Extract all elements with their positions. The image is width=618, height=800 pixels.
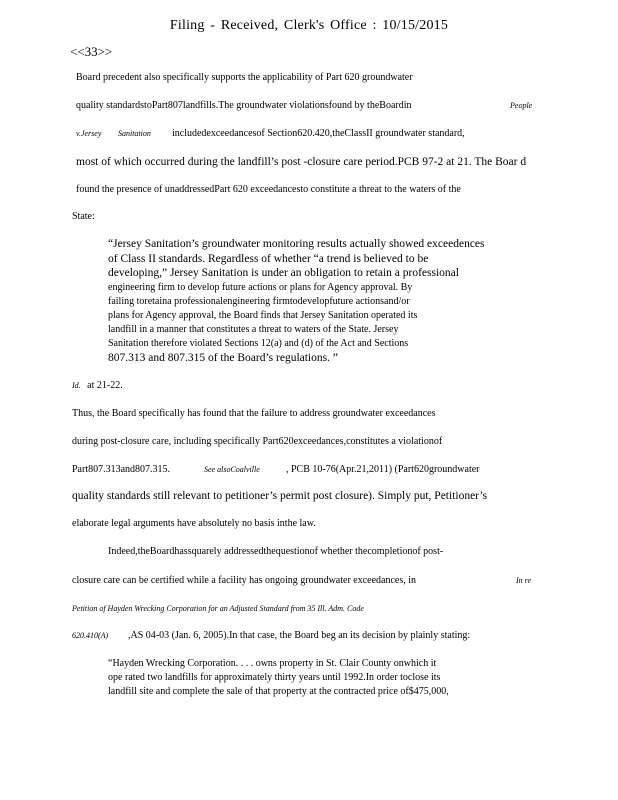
text-line: during post-closure care, including specifically Part620exceedances,constitutes a violationof [72,436,443,447]
text-line: Indeed,theBoardhassquarely addressedthequestionof whether thecompletionof post- [108,546,444,557]
text-line: quality standards still relevant to petitioner’s permit post closure). Simply put, Petitioner’s [72,490,488,502]
quote-line: landfill site and complete the sale of that property at the contracted price of$475,000, [108,686,449,697]
case-name-italic: See alsoCoalville [204,465,260,474]
text-line: Thus, the Board specifically has found that the failure to address groundwater exceedances [72,408,436,419]
text-line: elaborate legal arguments have absolutely no basis inthe law. [72,518,316,529]
quote-line: developing,” Jersey Sanitation is under an obligation to retain a professional [108,267,459,279]
quote-line: landfill in a manner that constitutes a threat to waters of the State. Jersey [108,324,399,335]
citation [72,380,538,392]
quote-line: “Hayden Wrecking Corporation. . . . owns property in St. Clair County onwhich it [108,658,437,669]
text-fragment: , PCB 10-76(Apr.21,2011) (Part620groundwater [286,464,480,475]
case-name-italic: In re [516,576,532,585]
text-fragment: Part807.313and807.315. [72,464,171,475]
text-fragment: ,AS 04-03 (Jan. 6, 2005).In that case, the Board beg an its decision by plainly stating: [128,630,471,641]
case-name-italic: Sanitation [118,129,151,138]
text-fragment: closure care can be certified while a facility has ongoing groundwater exceedances, in [72,575,417,586]
text-fragment: quality standardstoPart807landfills.The groundwater violationsfound by theBoardin [76,100,412,111]
id-citation-italic: Id. [72,381,81,390]
case-name-italic: v.Jersey [76,129,102,138]
filing-stamp: Filing - Received, Clerk's Office : 10/15/2015 [169,18,449,33]
text-line: most of which occurred during the landfill’s post -closure care period.PCB 97-2 at 21. The Boar d [76,156,527,168]
text-line: found the presence of unaddressedPart 620 exceedancesto constitute a threat to the waters of the [76,184,461,195]
quote-line: of Class II standards. Regardless of whether “a trend is believed to be [108,253,429,265]
quote-line: failing toretaina professionalengineering firmtodevelopfuture actionsand/or [108,296,410,307]
text-fragment: includedexceedancesof Section620.420,theClassII groundwater standard, [172,128,465,139]
text-line: Board precedent also specifically supports the applicability of Part 620 groundwater [76,72,413,83]
quote-line: plans for Agency approval, the Board finds that Jersey Sanitation operated its [108,310,418,321]
page-number: <<33>> [70,44,113,59]
text-line [72,630,538,642]
quote-line: 807.313 and 807.315 of the Board’s regulations. ” [108,352,338,364]
text-line: State: [72,211,95,222]
quote-line: “Jersey Sanitation’s groundwater monitoring results actually showed exceedences [108,238,485,250]
text-line: Petition of Hayden Wrecking Corporation for an Adjusted Standard from 35 Ill. Adm. Code [72,604,364,613]
text-line [76,100,542,112]
quote-line: Sanitation therefore violated Sections 12(a) and (d) of the Act and Sections [108,338,409,349]
quote-line: ope rated two landfills for approximately thirty years until 1992.In order toclose its [108,672,441,683]
case-name-italic: 620.410(A) [72,631,109,640]
quote-line: engineering firm to develop future actions or plans for Agency approval. By [108,282,413,293]
text-line [72,464,538,476]
citation-pages: at 21-22. [87,380,123,391]
text-line [72,575,538,587]
case-name-italic: People [510,101,533,110]
text-line [76,128,542,140]
